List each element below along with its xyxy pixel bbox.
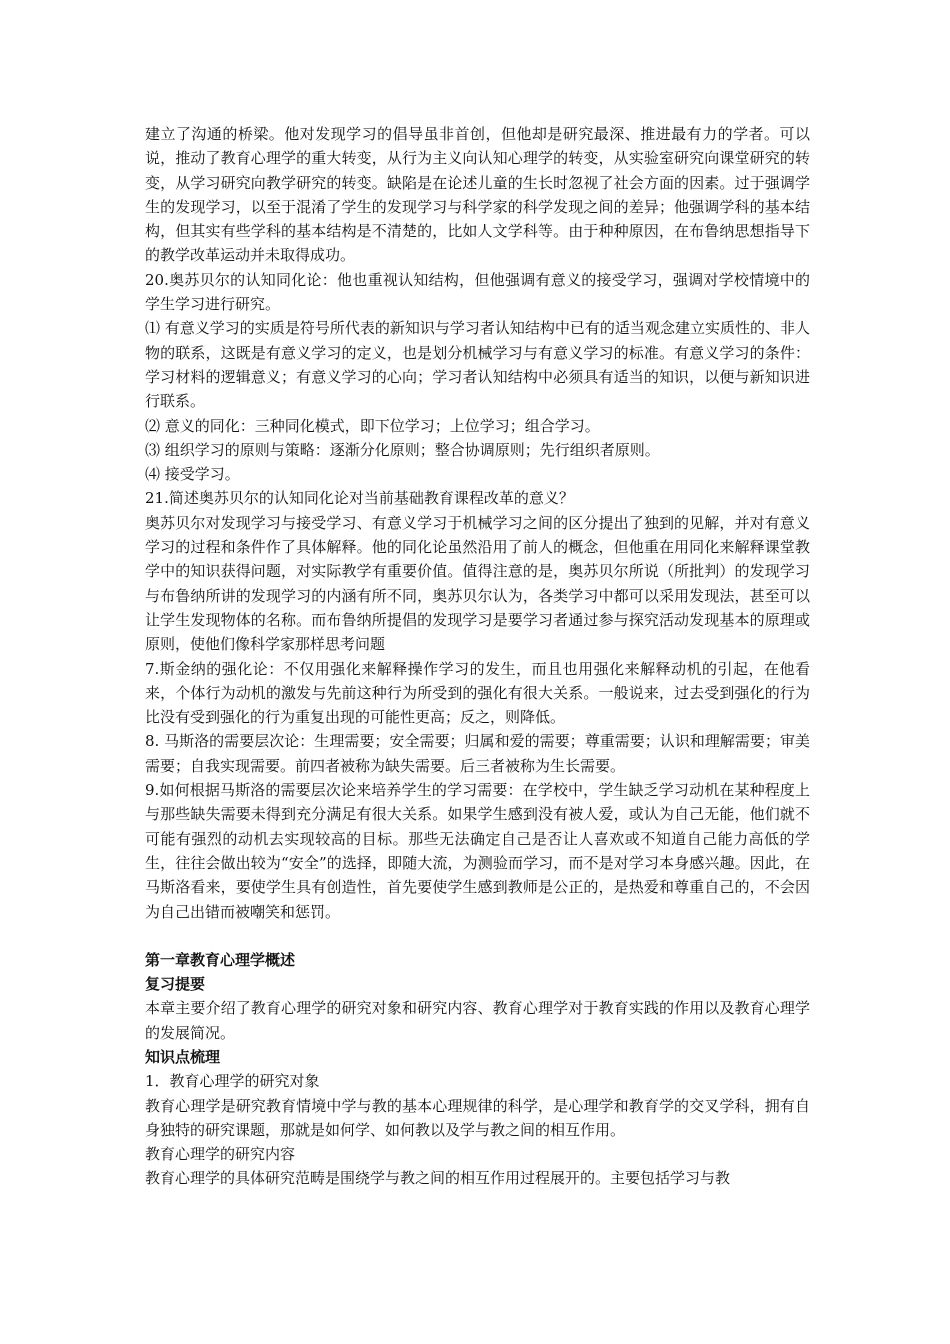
paragraph-maslow-needs: 8. 马斯洛的需要层次论：生理需要；安全需要；归属和爱的需要；尊重需要；认识和理解需要；审美需要；自我实现需要。前四者被称为缺失需要。后三者被称为生长需要。	[145, 732, 810, 775]
paragraph-reception-learning: ⑷ 接受学习。	[145, 465, 240, 484]
chapter-title: 第一章教育心理学概述	[145, 950, 296, 969]
paragraph-answer-21: 奥苏贝尔对发现学习与接受学习、有意义学习于机械学习之间的区分提出了独到的见解，并对有意义学习的过程和条件作了具体解释。他的同化论虽然沿用了前人的概念，但他重在用同化来解释课堂教学中的知识获得问题，对实际教学有重要价值。值得注意的是，奥苏贝尔所说（所批判）的发现学习与布鲁纳所讲的发现学习的内涵有所不同，奥苏贝尔认为，各类学习中都可以采用发现法，甚至可以让学生发现物体的名称。而布鲁纳所提倡的发现学习是要学习者通过参与探究活动发现基本的原理或原则，使他们像科学家那样思考问题	[145, 513, 810, 654]
item2-title: 教育心理学的研究内容	[145, 1145, 296, 1164]
review-heading: 复习提要	[145, 975, 206, 994]
paragraph-question-21: 21.简述奥苏贝尔的认知同化论对当前基础教育课程改革的意义？	[145, 489, 574, 508]
item2-text: 教育心理学的具体研究范畴是围绕学与教之间的相互作用过程展开的。主要包括学习与教	[145, 1169, 731, 1188]
paragraph-meaningful-learning: ⑴ 有意义学习的实质是符号所代表的新知识与学习者认知结构中已有的适当观念建立实质性的、非人物的联系，这既是有意义学习的定义，也是划分机械学习与有意义学习的标准。有意义学习的条件：学习材料的逻辑意义；有意义学习的心向；学习者认知结构中必须具有适当的知识，以便与新知识进行联系。	[145, 319, 810, 411]
blank-line	[145, 924, 810, 948]
item1-text: 教育心理学是研究教育情境中学与教的基本心理规律的科学，是心理学和教育学的交叉学科，拥有自身独特的研究课题，那就是如何学、如何教以及学与教之间的相互作用。	[145, 1096, 810, 1139]
paragraph-organization-principles: ⑶ 组织学习的原则与策略：逐渐分化原则；整合协调原则；先行组织者原则。	[145, 440, 660, 459]
paragraph-skinner: 7.斯金纳的强化论：不仅用强化来解释操作学习的发生，而且也用强化来解释动机的引起，在他看来，个体行为动机的激发与先前这种行为所受到的强化有很大关系。一般说来，过去受到强化的行为比没有受到强化的行为重复出现的可能性更高；反之，则降低。	[145, 659, 810, 727]
points-heading: 知识点梳理	[145, 1047, 221, 1066]
paragraph-assimilation: ⑵ 意义的同化：三种同化模式，即下位学习；上位学习；组合学习。	[145, 416, 600, 435]
paragraph-bruner-evaluation: 建立了沟通的桥梁。他对发现学习的倡导虽非首创，但他却是研究最深、推进最有力的学者。可以说，推动了教育心理学的重大转变，从行为主义向认知心理学的转变，从实验室研究向课堂研究的转变，从学习研究向教学研究的转变。缺陷是在论述儿童的生长时忽视了社会方面的因素。过于强调学生的发现学习，以至于混淆了学生的发现学习与科学家的科学发现之间的差异；他强调学科的基本结构，但其实有些学科的基本结构是不清楚的，比如人文学科等。由于种种原因，在布鲁纳思想指导下的教学改革运动并未取得成功。	[145, 125, 810, 265]
review-text: 本章主要介绍了教育心理学的研究对象和研究内容、教育心理学对于教育实践的作用以及教育心理学的发展简况。	[145, 999, 810, 1042]
document-page	[145, 122, 810, 1191]
paragraph-maslow-application: 9.如何根据马斯洛的需要层次论来培养学生的学习需要：在学校中，学生缺乏学习动机在某种程度上与那些缺失需要未得到充分满足有很大关系。如果学生感到没有被人爱，或认为自己无能，他们就不可能有强烈的动机去实现较高的目标。那些无法确定自己是否让人喜欢或不知道自己能力高低的学生，往往会做出较为“安全”的选择，即随大流，为测验而学习，而不是对学习本身感兴趣。因此，在马斯洛看来，要使学生具有创造性，首先要使学生感到教师是公正的，是热爱和尊重自己的，不会因为自己出错而被嘲笑和惩罚。	[145, 781, 810, 921]
item1-title: 1．教育心理学的研究对象	[145, 1072, 320, 1091]
paragraph-ausubel-theory: 20.奥苏贝尔的认知同化论：他也重视认知结构，但他强调有意义的接受学习，强调对学校情境中的学生学习进行研究。	[145, 270, 810, 314]
